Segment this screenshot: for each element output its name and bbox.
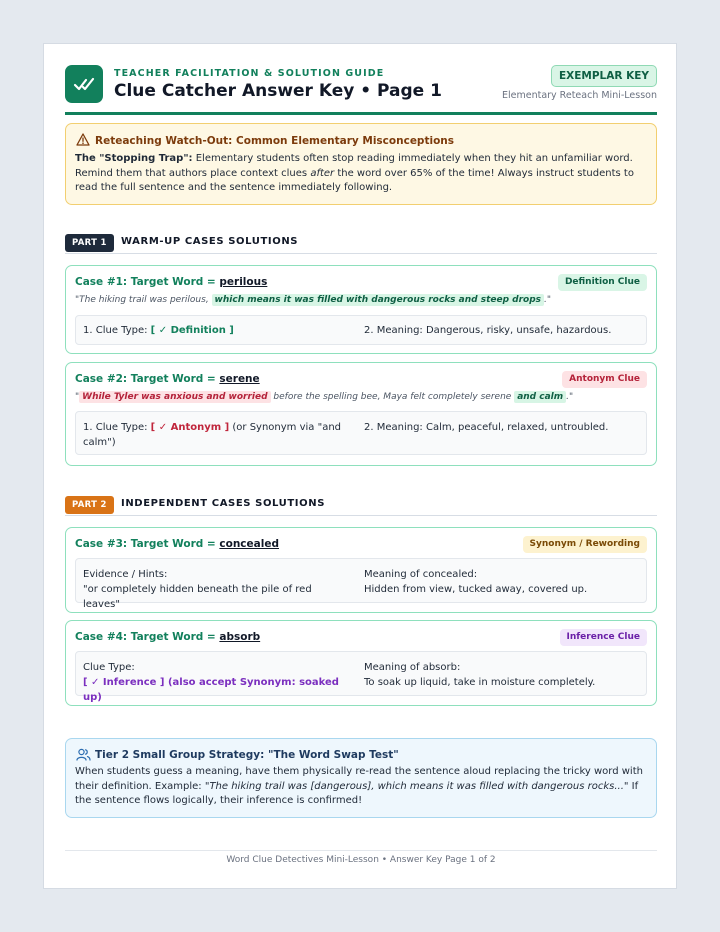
part-2-badge: PART 2: [65, 496, 114, 514]
callout-text-1: Elementary students often stop reading immediately when they hit an unfamiliar word. Remind them that authors place context clues: [75, 153, 633, 179]
page-subtitle: Elementary Reteach Mini-Lesson: [501, 90, 657, 101]
exemplar-key-badge: EXEMPLAR KEY: [551, 65, 657, 87]
case-card-4: [65, 620, 657, 706]
meaning-answer: [364, 420, 640, 435]
answer-box: [75, 558, 647, 610]
synonym-clue-highlight: and calm: [514, 391, 566, 403]
callout-emphasis: after: [310, 167, 335, 179]
answer-label: 1. Clue Type:: [83, 325, 151, 336]
case-card-3: [65, 527, 657, 613]
definition-clue-highlight: which means it was filled with dangerous rocks and steep drops: [212, 294, 545, 306]
strategy-text-1: When students guess a meaning, have them physically re-read the sentence aloud replacing the tricky word with their definition. Example:: [75, 766, 643, 792]
answer-value: [ ✓ Antonym ]: [150, 422, 230, 433]
strategy-example: "The hiking trail was [dangerous], which means it was filled with dangerous rocks...": [204, 780, 629, 792]
warning-triangle-icon: [76, 133, 90, 146]
answer-value: Dangerous, risky, unsafe, hazardous.: [425, 325, 612, 336]
case-title: [75, 538, 279, 550]
target-word: absorb: [219, 631, 261, 643]
clue-type-answer: [83, 323, 351, 338]
answer-value: Calm, peaceful, relaxed, untroubled.: [425, 422, 609, 433]
answer-label: 2. Meaning:: [364, 325, 426, 336]
part-1-title: WARM-UP CASES SOLUTIONS: [121, 236, 299, 247]
answer-label: 1. Clue Type:: [83, 422, 151, 433]
answer-value: "or completely hidden beneath the pile of red leaves": [83, 584, 312, 610]
clue-type-badge: Antonym Clue: [562, 371, 647, 388]
case-title-prefix: Case #4: Target Word =: [75, 631, 220, 643]
answer-label: Clue Type:: [83, 662, 135, 673]
strategy-text-2: If the sentence flows logically, their inference is confirmed!: [75, 780, 639, 806]
case-title: [75, 631, 260, 643]
meaning-answer: [364, 660, 640, 690]
target-word: perilous: [219, 276, 268, 288]
case-title: [75, 276, 267, 288]
sentence-start: ": [75, 392, 80, 402]
callout-text-2: the word over 65% of the time! Always instruct students to read the full sentence and the sentence immediately following.: [75, 167, 634, 193]
case-title-prefix: Case #3: Target Word =: [75, 538, 220, 550]
callout-title: Reteaching Watch-Out: Common Elementary Misconceptions: [95, 135, 455, 147]
answer-box: [75, 651, 647, 703]
part-1-badge: PART 1: [65, 234, 114, 252]
sentence-start: "The hiking trail was perilous,: [75, 295, 212, 305]
strategy-title: Tier 2 Small Group Strategy: "The Word Swap Test": [95, 749, 399, 761]
case-title: [75, 373, 260, 385]
case-sentence: [75, 392, 649, 402]
answer-value: [ ✓ Inference ] (also accept Synonym: soaked up): [83, 677, 339, 703]
answer-value: Hidden from view, tucked away, covered up.: [364, 584, 588, 595]
evidence-answer: [83, 567, 351, 612]
case-title-prefix: Case #2: Target Word =: [75, 373, 220, 385]
antonym-clue-highlight: While Tyler was anxious and worried: [79, 391, 270, 403]
case-title-prefix: Case #1: Target Word =: [75, 276, 220, 288]
answer-value: To soak up liquid, take in moisture completely.: [364, 677, 596, 688]
page-title: Clue Catcher Answer Key • Page 1: [114, 81, 442, 101]
clue-type-badge: Definition Clue: [558, 274, 647, 291]
logo-badge: [65, 65, 103, 103]
sentence-end: .": [544, 295, 552, 305]
sentence-middle: before the spelling bee, Maya felt completely serene: [270, 392, 515, 402]
answer-label: Meaning of concealed:: [364, 569, 478, 580]
guide-eyebrow: TEACHER FACILITATION & SOLUTION GUIDE: [114, 68, 385, 79]
clue-type-answer: [83, 420, 351, 450]
answer-label: Meaning of absorb:: [364, 662, 461, 673]
part-1-header: [65, 234, 657, 254]
answer-label: 2. Meaning:: [364, 422, 426, 433]
answer-box: [75, 315, 647, 345]
clue-type-badge: Synonym / Rewording: [523, 536, 648, 553]
strategy-callout: [65, 738, 657, 818]
callout-body: [75, 152, 649, 196]
page-header: [65, 65, 657, 115]
answer-note: (or Synonym via "and calm"): [83, 422, 342, 448]
users-icon: [76, 748, 91, 761]
case-card-1: [65, 265, 657, 354]
answer-key-page: [43, 43, 677, 889]
answer-label: Evidence / Hints:: [83, 569, 168, 580]
answer-box: [75, 411, 647, 455]
double-check-icon: [73, 74, 95, 94]
meaning-answer: [364, 323, 640, 338]
case-card-2: [65, 362, 657, 466]
clue-type-answer: [83, 660, 351, 705]
misconception-callout: [65, 123, 657, 205]
sentence-end: .": [566, 392, 574, 402]
page-footer: Word Clue Detectives Mini-Lesson • Answer Key Page 1 of 2: [65, 850, 657, 865]
strategy-body: [75, 765, 649, 809]
answer-value: [ ✓ Definition ]: [150, 325, 234, 336]
part-2-header: [65, 496, 657, 516]
callout-lead: The "Stopping Trap":: [75, 153, 193, 164]
clue-type-badge: Inference Clue: [560, 629, 648, 646]
meaning-answer: [364, 567, 640, 597]
case-sentence: [75, 295, 649, 305]
part-2-title: INDEPENDENT CASES SOLUTIONS: [121, 498, 326, 509]
target-word: concealed: [219, 538, 279, 550]
target-word: serene: [219, 373, 260, 385]
